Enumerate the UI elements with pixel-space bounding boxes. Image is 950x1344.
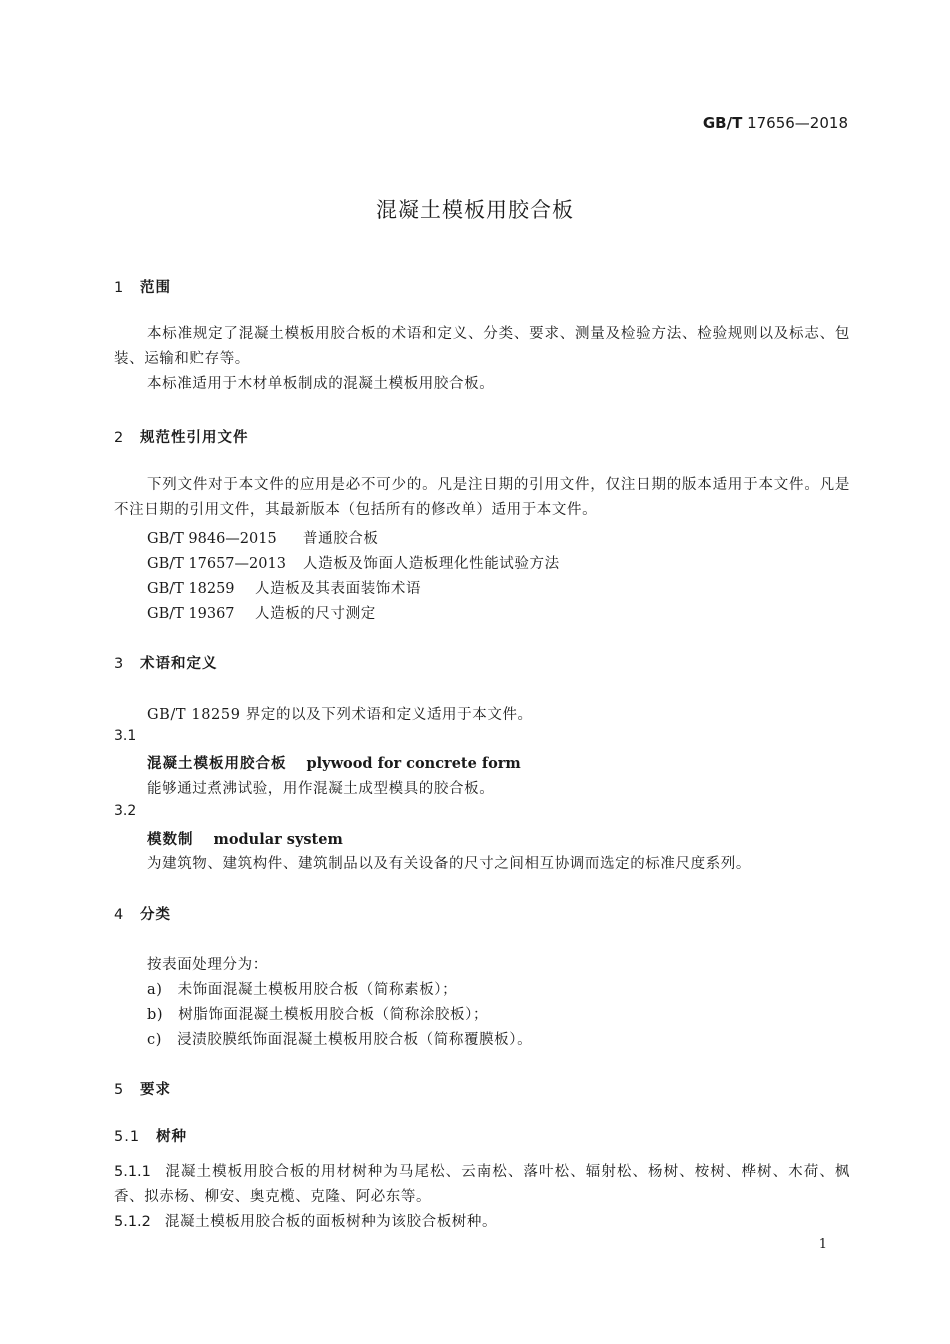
- section-number: 2: [114, 430, 125, 446]
- section-1-paragraph-2: 本标准适用于木材单板制成的混凝土模板用胶合板。: [147, 376, 495, 392]
- reference-title: 人造板及其表面装饰术语: [255, 581, 422, 597]
- section-4-heading: [114, 903, 171, 924]
- reference-item: [147, 577, 421, 598]
- standard-number: 17656—2018: [747, 114, 848, 132]
- subsection-5-1-heading: [114, 1125, 187, 1146]
- reference-title: 普通胶合板: [303, 531, 379, 547]
- reference-title: 人造板的尺寸测定: [255, 606, 376, 622]
- section-2-paragraph: 下列文件对于本文件的应用是必不可少的。凡是注日期的引用文件，仅注日期的版本适用于本文件。凡是不注日期的引用文件，其最新版本（包括所有的修改单）适用于本文件。: [114, 477, 850, 518]
- document-title: 混凝土模板用胶合板: [376, 198, 574, 222]
- term-en: modular system: [213, 831, 343, 848]
- term-number: 3.1: [114, 728, 137, 744]
- reference-item: [147, 552, 560, 573]
- clause-5-1-2: [114, 1210, 850, 1235]
- term-number: 3.2: [114, 803, 137, 819]
- section-1-heading: [114, 276, 171, 297]
- section-3-intro: GB/T 18259 界定的以及下列术语和定义适用于本文件。: [147, 707, 533, 723]
- standard-code: [703, 114, 848, 132]
- clause-text: 混凝土模板用胶合板的面板树种为该胶合板树种。: [164, 1214, 498, 1230]
- reference-code: GB/T 17657—2013: [147, 556, 286, 572]
- section-1-paragraph-1: 本标准规定了混凝土模板用胶合板的术语和定义、分类、要求、测量及检验方法、检验规则以及标志、包装、运输和贮存等。: [114, 326, 850, 367]
- term-heading: [147, 752, 521, 773]
- term-heading: [147, 828, 343, 849]
- page-number: 1: [818, 1237, 827, 1252]
- term-en: plywood for concrete form: [306, 755, 521, 772]
- reference-code: GB/T 9846—2015: [147, 531, 277, 547]
- list-item: a) 未饰面混凝土模板用胶合板（简称素板）；: [147, 982, 458, 998]
- clause-5-1-1: [114, 1160, 850, 1210]
- section-number: 5: [114, 1082, 125, 1098]
- term-zh: 模数制: [147, 832, 194, 848]
- standard-prefix: GB/T: [702, 114, 743, 132]
- list-item: c) 浸渍胶膜纸饰面混凝土模板用胶合板（简称覆膜板）。: [147, 1032, 533, 1048]
- section-2-heading: [114, 426, 249, 447]
- reference-item: [147, 602, 376, 623]
- subsection-title: 树种: [156, 1129, 188, 1145]
- section-number: 1: [114, 280, 125, 296]
- section-number: 3: [114, 656, 125, 672]
- section-title: 范围: [140, 280, 171, 296]
- clause-number: 5.1.2: [114, 1214, 151, 1230]
- term-zh: 混凝土模板用胶合板: [147, 756, 287, 772]
- section-3-heading: [114, 652, 218, 673]
- reference-item: [147, 527, 379, 548]
- section-4-intro: 按表面处理分为：: [147, 957, 268, 973]
- term-definition: 为建筑物、建筑构件、建筑制品以及有关设备的尺寸之间相互协调而选定的标准尺度系列。: [147, 856, 751, 872]
- reference-code: GB/T 19367: [147, 606, 235, 622]
- list-item: b) 树脂饰面混凝土模板用胶合板（简称涂胶板）；: [147, 1007, 489, 1023]
- reference-title: 人造板及饰面人造板理化性能试验方法: [303, 556, 560, 572]
- section-title: 术语和定义: [140, 656, 218, 672]
- section-5-heading: [114, 1078, 171, 1099]
- section-title: 分类: [140, 907, 171, 923]
- clause-text: 混凝土模板用胶合板的用材树种为马尾松、云南松、落叶松、辐射松、杨树、桉树、桦树、木荷、枫香、拟赤杨、柳安、奥克榄、克隆、阿必东等。: [114, 1164, 850, 1205]
- clause-number: 5.1.1: [114, 1164, 151, 1180]
- term-definition: 能够通过煮沸试验，用作混凝土成型模具的胶合板。: [147, 781, 495, 797]
- subsection-number: 5.1: [114, 1129, 141, 1145]
- section-title: 规范性引用文件: [140, 430, 249, 446]
- reference-code: GB/T 18259: [147, 581, 235, 597]
- section-number: 4: [114, 907, 125, 923]
- section-title: 要求: [140, 1082, 171, 1098]
